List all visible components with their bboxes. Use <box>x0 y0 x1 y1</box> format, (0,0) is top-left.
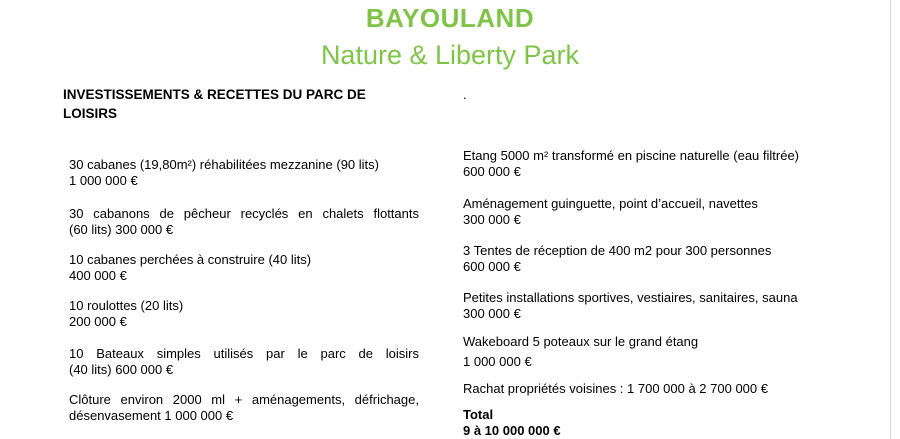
item-amount: 600 000 € <box>463 163 521 179</box>
item-description: Rachat propriétés voisines : 1 700 000 à 2 700 000 € <box>463 381 768 396</box>
list-item <box>69 206 419 237</box>
total-block <box>463 407 833 438</box>
list-item <box>463 196 833 227</box>
list-item <box>463 334 833 369</box>
item-amount: (40 lits) 600 000 € <box>69 361 174 377</box>
section-heading: INVESTISSEMENTS & RECETTES DU PARC DE LOISIRS <box>63 87 366 121</box>
item-description: 3 Tentes de réception de 400 m2 pour 300 personnes <box>463 243 772 258</box>
list-item <box>69 252 419 283</box>
list-item <box>463 243 833 274</box>
item-description: 10 roulottes (20 lits) <box>69 298 184 313</box>
page-subtitle: Nature & Liberty Park <box>320 40 580 70</box>
item-amount: 600 000 € <box>463 258 521 274</box>
item-description: 30 cabanons de pêcheur recyclés en chalets flottants <box>69 206 419 221</box>
total-amount: 9 à 10 000 000 € <box>463 422 561 438</box>
total-label: Total <box>463 407 494 422</box>
item-description: 10 cabanes perchées à construire (40 lits) <box>69 252 312 267</box>
list-item <box>69 298 419 329</box>
page-title: BAYOULAND <box>365 3 535 33</box>
item-description: 30 cabanes (19,80m²) réhabilitées mezzanine (90 lits) <box>69 157 379 172</box>
item-description: 10 Bateaux simples utilisés par le parc de loisirs <box>69 346 419 361</box>
list-item <box>463 148 833 179</box>
item-amount: 1 000 000 € <box>463 353 532 369</box>
item-description: Aménagement guinguette, point d’accueil, navettes <box>463 196 758 211</box>
list-item <box>463 381 833 397</box>
item-amount: 400 000 € <box>69 267 127 283</box>
item-amount: 200 000 € <box>69 313 127 329</box>
item-amount: 300 000 € <box>463 211 521 227</box>
item-description: Wakeboard 5 poteaux sur le grand étang <box>463 334 699 349</box>
item-description: Petites installations sportives, vestiaires, sanitaires, sauna <box>463 290 798 305</box>
list-item <box>463 290 833 321</box>
item-description: Clôture environ 2000 ml + aménagements, défrichage, <box>69 392 419 407</box>
item-amount: 1 000 000 € <box>69 172 138 188</box>
list-item <box>69 157 419 188</box>
item-amount: (60 lits) 300 000 € <box>69 221 174 237</box>
item-description: Etang 5000 m² transformé en piscine naturelle (eau filtrée) <box>463 148 800 163</box>
item-amount: 300 000 € <box>463 305 521 321</box>
stray-dot: . <box>463 87 467 102</box>
list-item <box>69 392 419 423</box>
item-amount: désenvasement 1 000 000 € <box>69 407 234 423</box>
list-item <box>69 346 419 377</box>
